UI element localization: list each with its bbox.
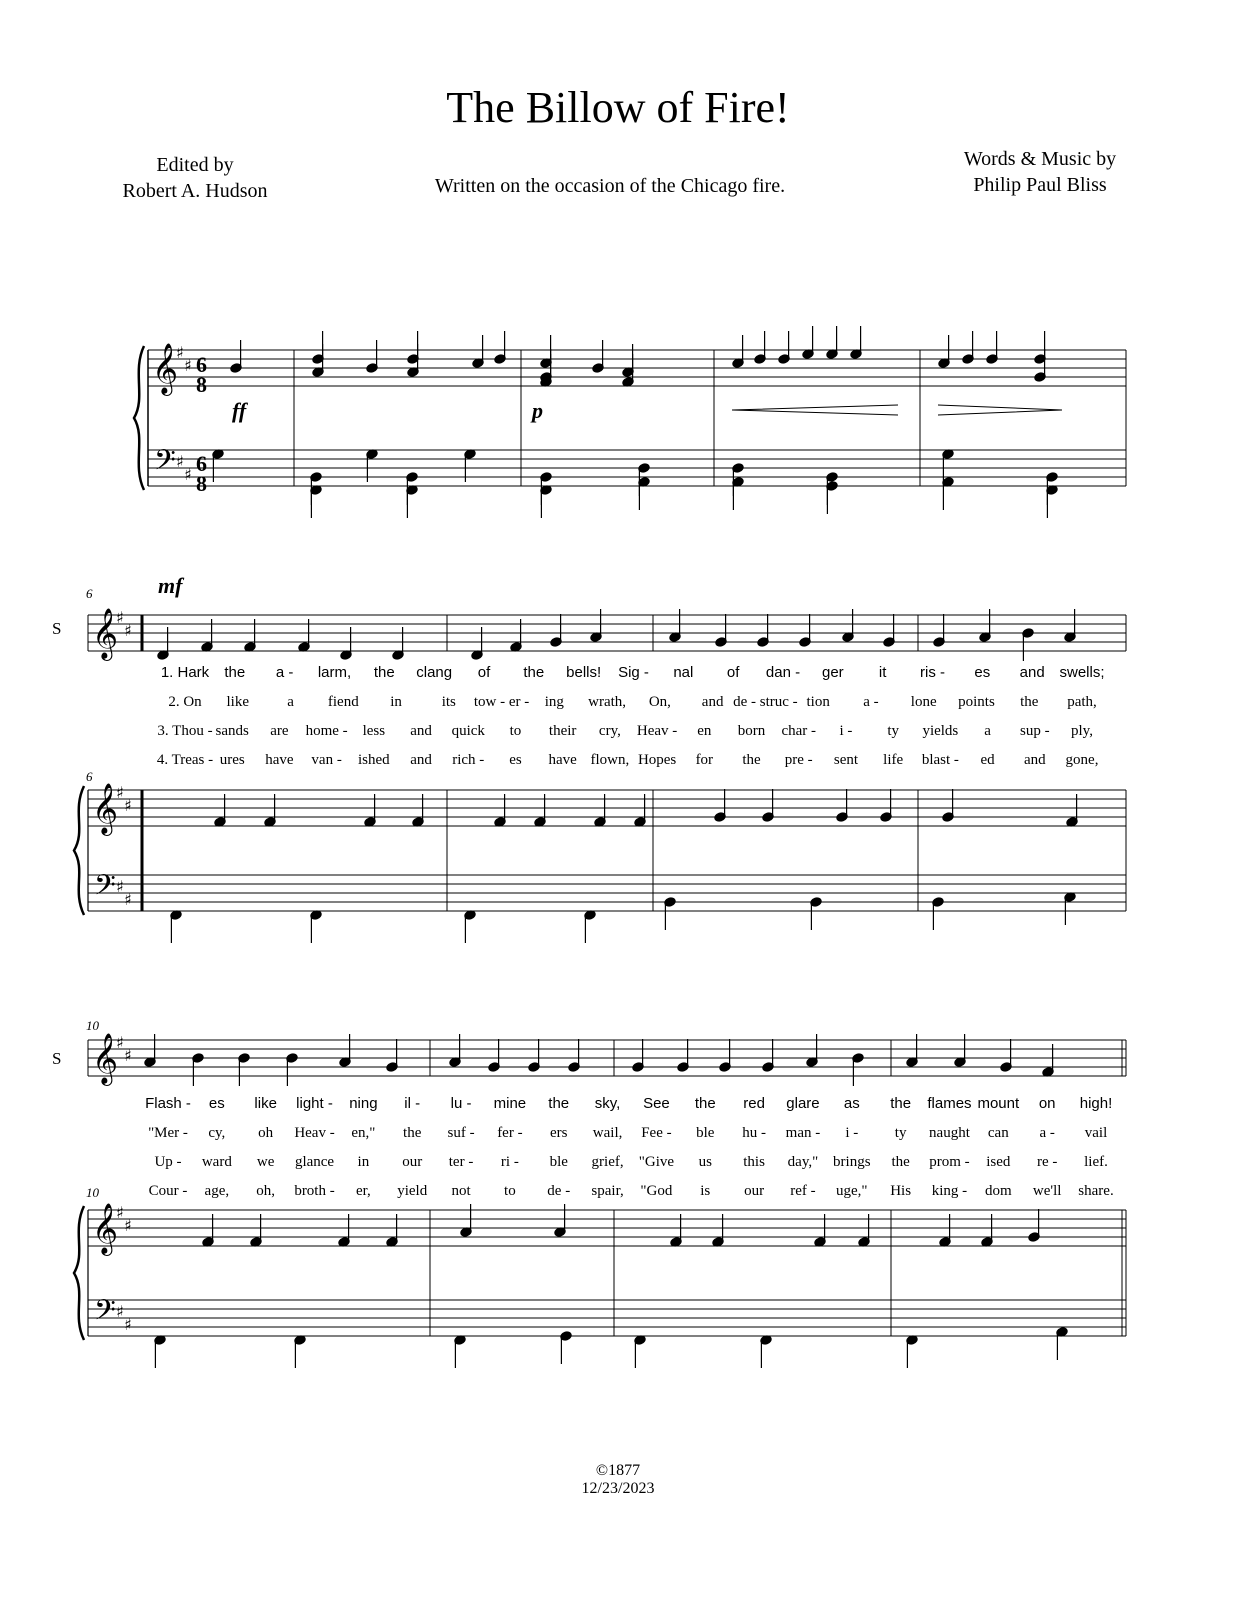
lyric-syllable: wail, <box>592 1125 623 1141</box>
sharp-icon: ♯ <box>116 608 124 627</box>
lyric-syllable: and <box>410 752 432 768</box>
lyric-syllable: er, <box>355 1183 371 1199</box>
lyric-syllable: tion <box>806 694 830 710</box>
treble-clef-icon: 𝄞 <box>92 608 119 659</box>
lyric-syllable: Hopes <box>637 752 677 768</box>
decrescendo-hairpin <box>938 405 1062 415</box>
lyric-syllable: the <box>891 1154 910 1170</box>
lyric-syllable: ref - <box>790 1183 816 1199</box>
lyric-syllable: dom <box>984 1183 1012 1199</box>
lyric-syllable: His <box>890 1183 912 1199</box>
lyric-syllable: "God <box>640 1183 673 1199</box>
sharp-icon: ♯ <box>116 1302 124 1321</box>
lyric-syllable: high! <box>1079 1095 1113 1112</box>
lyric-syllable: ward <box>201 1154 232 1170</box>
lyric-syllable: i - <box>845 1125 859 1141</box>
page-title: The Billow of Fire! <box>446 83 790 132</box>
lyric-syllable: fiend <box>327 694 359 710</box>
lyric-syllable: us <box>698 1154 712 1170</box>
lyric-syllable: clang <box>416 664 453 681</box>
copyright: ©1877 <box>595 1462 641 1479</box>
treble-clef-icon: 𝄞 <box>92 1033 119 1084</box>
lyric-syllable: our <box>402 1154 423 1170</box>
lyric-syllable: "Give <box>638 1154 675 1170</box>
lyric-syllable: Heav - <box>294 1125 335 1141</box>
lyric-syllable: is <box>700 1183 711 1199</box>
sharp-icon: ♯ <box>124 1046 132 1065</box>
lyric-syllable: the <box>1020 694 1039 710</box>
lyric-syllable: larm, <box>317 664 352 681</box>
measure-number-10-vocal: 10 <box>86 1018 99 1033</box>
lyric-syllable: can <box>987 1125 1009 1141</box>
lyric-syllable: and <box>1019 664 1045 681</box>
lyric-syllable: we <box>256 1154 275 1170</box>
lyric-syllable: il - <box>404 1095 421 1112</box>
lyric-syllable: a - <box>275 664 294 681</box>
lyric-syllable: on <box>1038 1095 1056 1112</box>
lyric-syllable: the <box>403 1125 422 1141</box>
score-marks <box>74 326 1126 1368</box>
lyric-syllable: ning <box>349 1095 378 1112</box>
lyric-syllable: light - <box>296 1095 333 1112</box>
lyric-syllable: Fee - <box>641 1125 672 1141</box>
lyric-syllable: On, <box>648 694 671 710</box>
crescendo-hairpin <box>732 405 898 415</box>
lyric-syllable: glare <box>786 1095 820 1112</box>
bass-clef-icon: 𝄢 <box>154 444 176 484</box>
lyric-syllable: ri - <box>500 1154 519 1170</box>
lyric-syllable: life <box>883 752 904 768</box>
lyric-syllable: share. <box>1078 1183 1114 1199</box>
lyric-syllable: gone, <box>1065 752 1099 768</box>
lyric-syllable: prom - <box>929 1154 970 1170</box>
lyric-syllable: its <box>441 694 456 710</box>
lyric-syllable: dan - <box>765 664 801 681</box>
treble-clef-icon: 𝄞 <box>92 783 119 834</box>
lyric-syllable: blast - <box>921 752 959 768</box>
lyric-syllable: a <box>984 723 991 739</box>
lyric-syllable: brings <box>833 1154 871 1170</box>
lyric-syllable: ris - <box>920 664 945 681</box>
lyric-syllable: re - <box>1036 1154 1058 1170</box>
lyric-syllable: es <box>208 1095 225 1112</box>
lyric-syllable: tow - er - <box>473 694 530 710</box>
lyric-syllable: ger <box>821 664 844 681</box>
lyric-syllable: 3. Thou - <box>157 723 213 739</box>
lyric-syllable: ply, <box>1071 723 1093 739</box>
lyric-syllable: this <box>743 1154 765 1170</box>
lyric-syllable: ty <box>887 723 899 739</box>
lyric-syllable: not <box>451 1183 471 1199</box>
lyric-syllable: in <box>357 1154 370 1170</box>
lyric-syllable: ed <box>980 752 995 768</box>
lyric-syllable: path, <box>1067 694 1097 710</box>
lyric-syllable: less <box>362 723 386 739</box>
lyric-syllable: mine <box>493 1095 527 1112</box>
lyric-syllable: Cour - <box>148 1183 188 1199</box>
sharp-icon: ♯ <box>124 890 132 909</box>
lyric-syllable: lief. <box>1084 1154 1108 1170</box>
lyric-syllable: suf - <box>447 1125 475 1141</box>
lyric-syllable: es <box>974 664 991 681</box>
sharp-icon: ♯ <box>116 877 124 896</box>
lyric-syllable: Heav - <box>636 723 678 739</box>
part-label-soprano: S <box>52 619 62 638</box>
lyric-syllable: de - struc - <box>733 694 798 710</box>
sharp-icon: ♯ <box>184 356 192 375</box>
editor-name: Robert A. Hudson <box>122 180 268 202</box>
piano-brace <box>74 786 84 915</box>
lyric-syllable: broth - <box>294 1183 335 1199</box>
lyric-syllable: a - <box>1039 1125 1055 1141</box>
time-signature-top: 6 <box>196 451 207 476</box>
lyric-syllable: 2. On <box>168 694 202 710</box>
time-signature-bottom: 8 <box>196 471 207 496</box>
lyric-syllable: for <box>695 752 714 768</box>
lyric-syllable: our <box>744 1183 765 1199</box>
lyric-syllable: i - <box>839 723 853 739</box>
bass-clef-icon: 𝄢 <box>94 1294 116 1334</box>
lyric-syllable: ing <box>544 694 564 710</box>
lyric-syllable: vail <box>1084 1125 1108 1141</box>
lyric-syllable: man - <box>785 1125 821 1141</box>
lyric-syllable: ter - <box>448 1154 474 1170</box>
lyric-syllable: king - <box>931 1183 968 1199</box>
lyric-syllable: and <box>1023 752 1046 768</box>
lyric-syllable: ers <box>549 1125 568 1141</box>
lyric-syllable: ty <box>894 1125 907 1141</box>
lyric-syllable: home - <box>305 723 348 739</box>
lyric-syllable: es <box>509 752 522 768</box>
lyric-syllable: born <box>737 723 766 739</box>
piano-brace <box>74 1206 84 1340</box>
measure-number-10-piano: 10 <box>86 1185 99 1200</box>
lyric-syllable: Flash - <box>145 1095 191 1112</box>
sharp-icon: ♯ <box>124 621 132 640</box>
lyric-syllable: the <box>890 1095 912 1112</box>
lyric-syllable: cry, <box>598 723 621 739</box>
lyric-syllable: have <box>548 752 577 768</box>
lyric-syllable: en <box>697 723 712 739</box>
lyric-syllable: yield <box>397 1183 428 1199</box>
lyric-syllable: day," <box>787 1154 819 1170</box>
sharp-icon: ♯ <box>116 1203 124 1222</box>
sharp-icon: ♯ <box>184 465 192 484</box>
lyric-syllable: sands <box>215 723 249 739</box>
sharp-icon: ♯ <box>116 1033 124 1052</box>
lyric-syllable: like <box>226 694 250 710</box>
lyric-syllable: spair, <box>591 1183 624 1199</box>
time-signature-bottom: 8 <box>196 372 207 397</box>
lyric-syllable: to <box>509 723 522 739</box>
lyric-syllable: like <box>254 1095 277 1112</box>
lyric-syllable: as <box>843 1095 860 1112</box>
lyric-syllable: nal <box>673 664 694 681</box>
dynamic-ff: ff <box>232 398 247 423</box>
lyric-syllable: ised <box>986 1154 1011 1170</box>
lyric-syllable: See <box>643 1095 670 1112</box>
lyric-syllable: and <box>701 694 724 710</box>
subtitle: Written on the occasion of the Chicago fire. <box>434 175 786 197</box>
lyric-syllable: the <box>523 664 545 681</box>
lyric-syllable: of <box>726 664 740 681</box>
lyric-syllable: to <box>504 1183 516 1199</box>
lyric-syllable: sup - <box>1019 723 1050 739</box>
measure-number-6-vocal: 6 <box>86 586 93 601</box>
lyric-syllable: grief, <box>591 1154 624 1170</box>
part-label-soprano: S <box>52 1049 62 1068</box>
editor-label: Edited by <box>156 154 234 176</box>
sharp-icon: ♯ <box>124 1315 132 1334</box>
lyric-syllable: 4. Treas - <box>156 752 214 768</box>
lyric-syllable: en," <box>351 1125 376 1141</box>
lyric-syllable: ble <box>696 1125 715 1141</box>
lyric-syllable: a <box>287 694 294 710</box>
sharp-icon: ♯ <box>124 1216 132 1235</box>
lyric-syllable: points <box>958 694 995 710</box>
treble-clef-icon: 𝄞 <box>92 1203 119 1254</box>
lyric-syllable: lu - <box>450 1095 472 1112</box>
lyric-syllable: in <box>390 694 402 710</box>
lyric-syllable: the <box>742 752 761 768</box>
lyric-syllable: ble <box>549 1154 568 1170</box>
date: 12/23/2023 <box>581 1480 655 1497</box>
lyric-syllable: rich - <box>452 752 485 768</box>
lyric-syllable: the <box>224 664 246 681</box>
lyric-syllable: "Mer - <box>148 1125 188 1141</box>
lyric-syllable: naught <box>929 1125 970 1141</box>
treble-clef-icon: 𝄞 <box>152 343 179 394</box>
lyric-syllable: char - <box>781 723 817 739</box>
lyric-syllable: hu - <box>742 1125 766 1141</box>
lyric-syllable: it <box>878 664 887 681</box>
lyric-syllable: of <box>477 664 491 681</box>
lyric-syllable: we'll <box>1032 1183 1062 1199</box>
dynamic-p: p <box>532 398 543 423</box>
lyric-syllable: quick <box>451 723 485 739</box>
lyric-syllable: wrath, <box>588 694 627 710</box>
lyric-syllable: sent <box>833 752 859 768</box>
lyric-syllable: age, <box>204 1183 230 1199</box>
lyric-syllable: sky, <box>594 1095 621 1112</box>
bass-clef-icon: 𝄢 <box>94 869 116 909</box>
lyric-syllable: Sig - <box>618 664 649 681</box>
lyric-syllable: oh <box>258 1125 274 1141</box>
lyric-syllable: a - <box>863 694 879 710</box>
lyric-syllable: glance <box>294 1154 335 1170</box>
lyric-syllable: mount <box>977 1095 1020 1112</box>
lyric-syllable: swells; <box>1059 664 1105 681</box>
lyric-syllable: flown, <box>590 752 630 768</box>
lyric-syllable: ished <box>358 752 390 768</box>
lyric-syllable: and <box>410 723 432 739</box>
lyric-syllable: ures <box>219 752 245 768</box>
lyric-syllable: bells! <box>566 664 602 681</box>
measure-number-6-piano: 6 <box>86 769 93 784</box>
sharp-icon: ♯ <box>176 343 184 362</box>
lyric-syllable: the <box>694 1095 716 1112</box>
sharp-icon: ♯ <box>116 783 124 802</box>
lyric-syllable: cy, <box>208 1125 226 1141</box>
lyric-syllable: have <box>265 752 294 768</box>
lyric-syllable: oh, <box>256 1183 276 1199</box>
lyric-syllable: their <box>548 723 577 739</box>
time-signature-top: 6 <box>196 352 207 377</box>
lyric-syllable: Up - <box>154 1154 182 1170</box>
lyric-syllable: de - <box>547 1183 571 1199</box>
sharp-icon: ♯ <box>124 796 132 815</box>
lyric-syllable: red <box>743 1095 765 1112</box>
lyric-syllable: yields <box>922 723 959 739</box>
composer-name: Philip Paul Bliss <box>973 174 1107 196</box>
footer <box>0 1462 1236 1498</box>
lyric-syllable: uge," <box>836 1183 868 1199</box>
lyric-syllable: 1. Hark <box>160 664 210 681</box>
lyric-syllable: pre - <box>784 752 813 768</box>
composer-label: Words & Music by <box>963 148 1117 170</box>
lyric-syllable: the <box>373 664 395 681</box>
lyric-syllable: are <box>270 723 289 739</box>
lyric-syllable: lone <box>910 694 937 710</box>
piano-brace <box>134 346 144 490</box>
lyric-syllable: the <box>548 1095 570 1112</box>
lyric-syllable: fer - <box>497 1125 523 1141</box>
lyric-syllable: flames <box>927 1095 972 1112</box>
lyric-syllable: van - <box>311 752 342 768</box>
sharp-icon: ♯ <box>176 452 184 471</box>
dynamic-mf: mf <box>158 573 183 598</box>
